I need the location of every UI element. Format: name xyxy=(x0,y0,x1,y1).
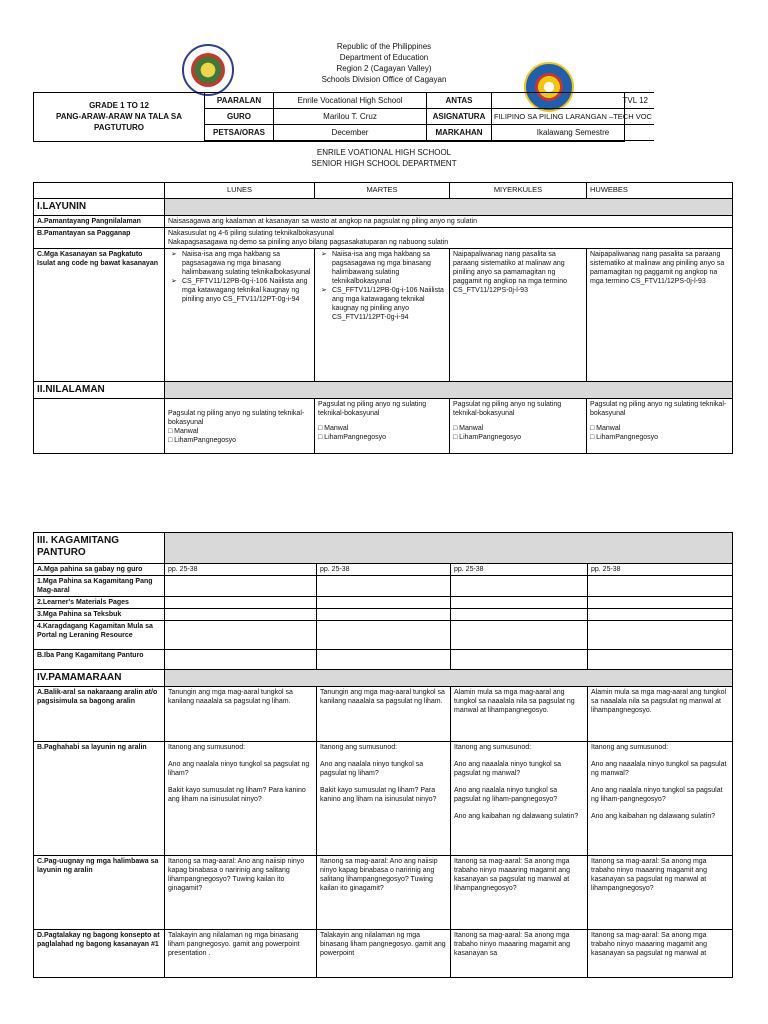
cell-martes: ➢ Naiisa-isa ang mga hakbang sa pagsasagawa ng mga binasang halimbawang sulating teknikalbokasyunal ➢ CS_FFTV11/12PB-0g-i-106 Naiilista ang mga katawagang teknikal kaugnay ng piniling anyo CS_FTV11/12PT-0g-i-94 xyxy=(315,249,450,382)
day-header-huwebes: HUWEBES xyxy=(587,183,733,199)
cell-huwebes: Naipapaliwanag nang pasalita sa paraang sistematiko at malinaw ang piniling anyo sa pamamagitan ng paggamit ng angkop na mga termino CS_FTV11/12PS-0j-l-93 xyxy=(587,249,733,382)
info-key: ASIGNATURA xyxy=(427,109,492,125)
corner-cell xyxy=(34,183,165,199)
plan-title: GRADE 1 TO 12 PANG-ARAW-ARAW NA TALA SA PAGTUTURO xyxy=(55,101,183,132)
row-label: A.Balik-aral sa nakaraang aralin at/o pagsisimula sa bagong aralin xyxy=(34,687,165,742)
info-key: PETSA/ORAS xyxy=(205,125,274,141)
section-shade xyxy=(165,670,733,687)
header-line: Schools Division Office of Cagayan xyxy=(321,75,447,84)
cell-lunes: Itanong ang sumusunod: Ano ang naalala ninyo tungkol sa pagsulat ng liham? Bakit kayo sumusulat ng liham? Para kanino ang liham na isinusulat ninyo? xyxy=(165,742,317,856)
section-title-pamamaraan: IV.PAMAMARAAN xyxy=(34,670,165,687)
cell-lunes: Itanong sa mag-aaral: Ano ang naiisip ninyo kapag binabasa o naririnig ang salitang lihampangnegosyo? Tuwing kailan ito ginagamit? xyxy=(165,856,317,930)
header-line: Department of Education xyxy=(339,53,429,62)
cell-martes: pp. 25-38 xyxy=(317,564,451,576)
section-title-layunin: I.LAYUNIN xyxy=(34,199,165,216)
info-key: PAARALAN xyxy=(205,93,274,109)
info-value: TVL 12 xyxy=(492,93,654,109)
school-name: ENRILE VOATIONAL HIGH SCHOOL xyxy=(316,148,452,157)
row-label: B.Pamantayan sa Pagganap xyxy=(34,228,165,249)
cell-lunes: Pagsulat ng piling anyo ng sulating teknikal-bokasyunal □ Manwal □ LihamPangnegosyo xyxy=(165,399,315,454)
checkbox-icon: □ xyxy=(590,434,595,441)
row-label: 1.Mga Pahina sa Kagamitang Pang Mag-aaral xyxy=(34,576,165,597)
cell-huwebes: pp. 25-38 xyxy=(588,564,733,576)
checkbox-icon: □ xyxy=(318,434,323,441)
department-name: SENIOR HIGH SCHOOL DEPARTMENT xyxy=(311,159,457,168)
info-value: Marilou T. Cruz xyxy=(274,109,427,125)
row-label: B.Iba Pang Kagamitang Panturo xyxy=(34,650,165,670)
info-key: MARKAHAN xyxy=(427,125,492,141)
header-line: Republic of the Philippines xyxy=(336,42,432,51)
row-label: 3.Mga Pahina sa Teksbuk xyxy=(34,609,165,621)
deped-seal-logo xyxy=(182,44,234,96)
info-value: Ikalawang Semestre xyxy=(492,125,654,141)
content-standard: Naisasagawa ang kaalaman at kasanayan sa wasto at angkop na pagsulat ng piling anyo ng sulatin xyxy=(165,216,733,228)
row-label: 4.Karagdagang Kagamitan Mula sa Portal ng Leraning Resource xyxy=(34,621,165,650)
checkbox-icon: □ xyxy=(590,425,595,432)
row-label xyxy=(34,399,165,454)
row-label: A.Pamantayang Pangnilalaman xyxy=(34,216,165,228)
info-key: ANTAS xyxy=(427,93,492,109)
arrow-bullet-icon: ➢ xyxy=(321,251,327,258)
arrow-bullet-icon: ➢ xyxy=(321,287,327,294)
day-header-lunes: LUNES xyxy=(165,183,315,199)
cell-martes: Pagsulat ng piling anyo ng sulating teknikal-bokasyunal □ Manwal □ LihamPangnegosyo xyxy=(315,399,450,454)
row-label: B.Paghahabi sa layunin ng aralin xyxy=(34,742,165,856)
cell-miyerkules: Alamin mula sa mga mag-aaral ang tungkol sa naaalala nila sa pagsulat ng manwal at lihampangnegosyo. xyxy=(451,687,588,742)
section-shade xyxy=(165,382,733,399)
cell-miyerkules: Pagsulat ng piling anyo ng sulating teknikal-bokasyunal □ Manwal □ LihamPangnegosyo xyxy=(450,399,587,454)
checkbox-icon: □ xyxy=(168,428,173,435)
info-value: Enrile Vocational High School xyxy=(274,93,427,109)
cell-miyerkules: Itanong ang sumusunod: Ano ang naaalala ninyo tungkol sa pagsulat ng manwal? Ano ang naalala ninyo tungkol sa pagsulat ng liham-pangnegosyo? Ano ang kaibahan ng dalawang sulatin? xyxy=(451,742,588,856)
arrow-bullet-icon: ➢ xyxy=(171,278,177,285)
cell-miyerkules: Itanong sa mag-aaral: Sa anong mga trabaho ninyo maaaring magamit ang kasanayan sa pagsulat ng manwal at lihampangnegosyo? xyxy=(451,856,588,930)
cell-lunes: ➢ Naiisa-isa ang mga hakbang sa pagsasagawa ng mga binasang halimbawang sulating teknikalbokasyunal ➢ CS_FFTV11/12PB-0g-i-106 Naiilista ang mga katawagang teknikal kaugnay ng piniling anyo CS_FTV11/12PT-0g-i-94 xyxy=(165,249,315,382)
cell-huwebes: Itanong ang sumusunod: Ano ang naaalala ninyo tungkol sa pagsulat ng manwal? Ano ang naalala ninyo tungkol sa pagsulat ng liham-pangnegosyo? Ano ang kaibahan ng dalawang sulatin? xyxy=(588,742,733,856)
row-label: 2.Learner's Materials Pages xyxy=(34,597,165,609)
cell-miyerkules: pp. 25-38 xyxy=(451,564,588,576)
plan-table-1 xyxy=(33,182,733,454)
cell-lunes: pp. 25-38 xyxy=(165,564,317,576)
row-label: A.Mga pahina sa gabay ng guro xyxy=(34,564,165,576)
cell-huwebes: Alamin mula sa mga mag-aaral ang tungkol sa naaalala nila sa pagsulat ng manwal at lihampangnegosyo. xyxy=(588,687,733,742)
arrow-bullet-icon: ➢ xyxy=(171,251,177,258)
cell-huwebes: Itanong sa mag-aaral: Sa anong mga trabaho ninyo maaaring magamit ang kasanayan sa pagsulat ng manwal at lihampangnegosyo? xyxy=(588,856,733,930)
checkbox-icon: □ xyxy=(318,425,323,432)
checkbox-icon: □ xyxy=(453,425,458,432)
cell-martes: Tanungin ang mga mag-aaral tungkol sa kanilang naaalala sa pagsulat ng liham. xyxy=(317,687,451,742)
performance-standard: Nakasusulat ng 4-6 piling sulating teknikalbokasyunal Nakapagsasagawa ng demo sa piniling anyo bilang pagsasakatuparan ng nabuong sulatin xyxy=(165,228,733,249)
row-label: C.Pag-uugnay ng mga halimbawa sa layunin ng aralin xyxy=(34,856,165,930)
cell-huwebes: Itanong sa mag-aaral: Sa anong mga trabaho ninyo maaaring magamit ang kasanayan sa pagsulat ng manwal at xyxy=(588,930,733,978)
header-line: Region 2 (Cagayan Valley) xyxy=(336,64,432,73)
info-grid xyxy=(204,92,654,141)
day-header-martes: MARTES xyxy=(315,183,450,199)
row-label: D.Pagtalakay ng bagong konsepto at paglalahad ng bagong kasanayan #1 xyxy=(34,930,165,978)
section-title-nilalaman: II.NILALAMAN xyxy=(34,382,165,399)
cell-miyerkules: Itanong sa mag-aaral: Sa anong mga trabaho ninyo maaaring magamit ang kasanayan sa xyxy=(451,930,588,978)
cell-lunes: Tanungin ang mga mag-aaral tungkol sa kanilang naaalala sa pagsulat ng liham. xyxy=(165,687,317,742)
day-header-miyerkules: MIYERKULES xyxy=(450,183,587,199)
section-title-kagamitan: III. KAGAMITANG PANTURO xyxy=(34,533,165,564)
row-label: C.Mga Kasanayan sa Pagkatuto Isulat ang code ng bawat kasanayan xyxy=(34,249,165,382)
cell-martes: Talakayin ang nilalaman ng mga binasang liham pangnegosyo. gamit ang powerpoint xyxy=(317,930,451,978)
cell-martes: Itanong ang sumusunod: Ano ang naalala ninyo tungkol sa pagsulat ng liham? Bakit kayo sumusulat ng liham? Para kanino ang liham na isinusulat ninyo? xyxy=(317,742,451,856)
checkbox-icon: □ xyxy=(453,434,458,441)
cell-lunes: Talakayin ang nilalaman ng mga binasang liham pangnegosyo. gamit ang powerpoint presentation . xyxy=(165,930,317,978)
section-shade xyxy=(165,533,733,564)
cell-huwebes: Pagsulat ng piling anyo ng sulating teknikal-bokasyunal □ Manwal □ LihamPangnegosyo xyxy=(587,399,733,454)
section-shade xyxy=(165,199,733,216)
info-value: FILIPINO SA PILING LARANGAN –TECH VOC xyxy=(492,109,654,125)
info-value: December xyxy=(274,125,427,141)
plan-table-2 xyxy=(33,532,733,978)
cell-miyerkules: Naipapaliwanag nang pasalita sa paraang sistematiko at malinaw ang piniling anyo sa pamamagitan ng paggamit ng angkop na mga termino CS_FTV11/12PS-0j-l-93 xyxy=(450,249,587,382)
cell-martes: Itanong sa mag-aaral: Ano ang naiisip ninyo kapag binabasa o naririnig ang salitang lihampangnegosyo? Tuwing kailan ito ginagamit? xyxy=(317,856,451,930)
info-key: GURO xyxy=(205,109,274,125)
checkbox-icon: □ xyxy=(168,437,173,444)
